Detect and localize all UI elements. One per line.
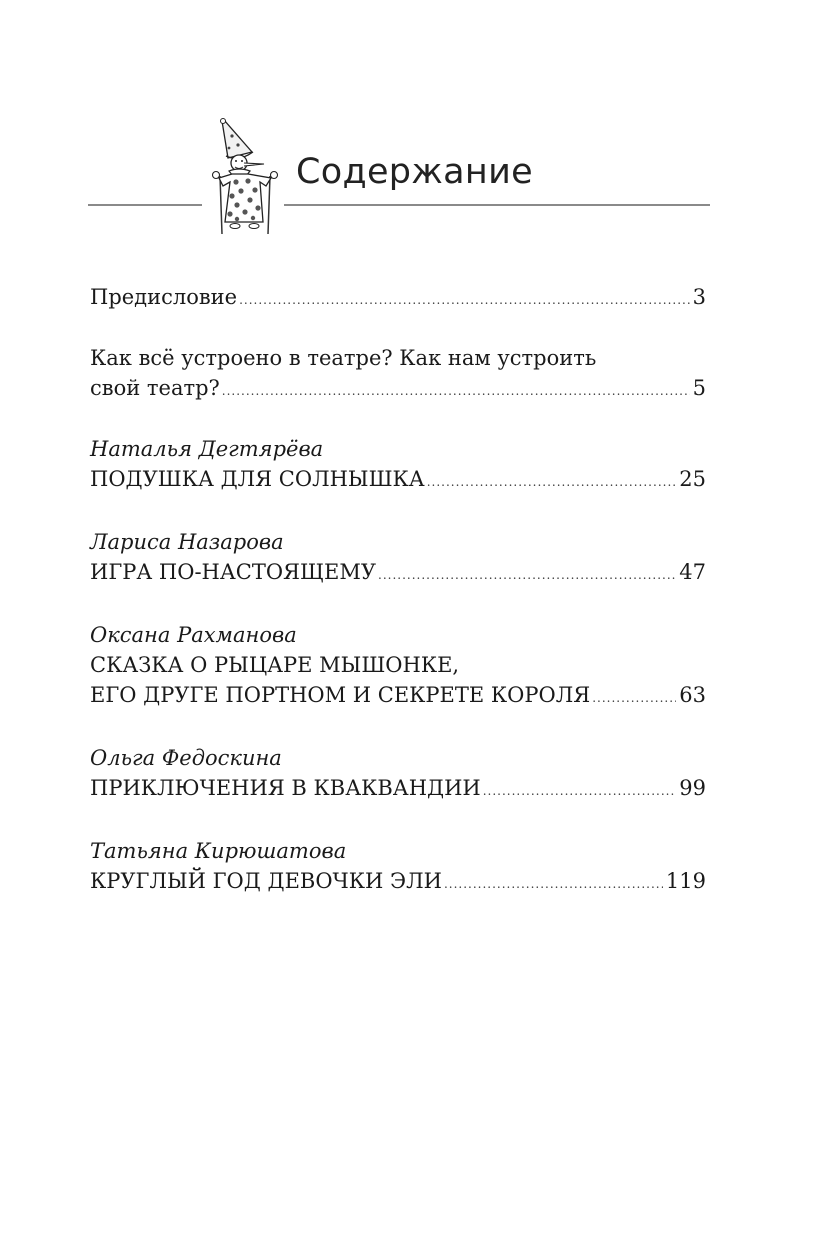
toc-entry-preface[interactable]: [90, 282, 706, 315]
dot-leader: [427, 467, 677, 497]
toc-entry-nazarova[interactable]: [90, 527, 706, 590]
toc-entry-line: [90, 680, 706, 713]
dot-leader: [378, 560, 676, 590]
toc-entry-line: [90, 373, 706, 406]
toc-entry-line: [90, 557, 706, 590]
toc-entry-author: Оксана Рахманова: [90, 623, 297, 647]
page-title: Содержание: [296, 152, 533, 192]
toc-entry-title: Предисловие: [90, 285, 238, 309]
toc-entry-title-cont: ЕГО ДРУГЕ ПОРТНОМ И СЕКРЕТЕ КОРОЛЯ: [90, 683, 591, 707]
pinocchio-puppet-icon: [208, 118, 282, 234]
toc-page-number: 5: [692, 376, 706, 400]
toc-entry-line: [90, 464, 706, 497]
toc-entry-author: Лариса Назарова: [90, 530, 284, 554]
toc-page-number: 99: [679, 776, 706, 800]
dot-leader: [239, 285, 690, 315]
toc-entry-theatre[interactable]: [90, 343, 706, 406]
toc-entry-line: [90, 282, 706, 315]
toc-entry-fedoskina[interactable]: [90, 743, 706, 806]
toc-page-number: 47: [679, 560, 706, 584]
toc-entry-title: Как всё устроено в театре? Как нам устроить: [90, 346, 597, 370]
toc-entry-kiryushatova[interactable]: [90, 836, 706, 899]
toc-page-number: 3: [692, 285, 706, 309]
header-rule-left: [88, 204, 202, 206]
toc-page-number: 63: [679, 683, 706, 707]
dot-leader: [483, 776, 677, 806]
dot-leader: [444, 869, 663, 899]
toc-entry-title: ПРИКЛЮЧЕНИЯ В КВАКВАНДИИ: [90, 776, 481, 800]
toc-entry-title: ИГРА ПО-НАСТОЯЩЕМУ: [90, 560, 376, 584]
toc-entry-line: [90, 866, 706, 899]
toc-entry-author: Ольга Федоскина: [90, 746, 282, 770]
toc-entry-line: [90, 773, 706, 806]
toc-header: [88, 118, 710, 238]
table-of-contents: [90, 282, 706, 929]
dot-leader: [222, 376, 690, 406]
toc-entry-title: ПОДУШКА ДЛЯ СОЛНЫШКА: [90, 467, 425, 491]
dot-leader: [592, 683, 676, 713]
toc-page-number: 119: [665, 869, 706, 893]
toc-entry-rakhmanova[interactable]: [90, 620, 706, 713]
toc-entry-author: Татьяна Кирюшатова: [90, 839, 347, 863]
toc-page-number: 25: [679, 467, 706, 491]
toc-entry-title-cont: свой театр?: [90, 376, 220, 400]
toc-entry-title: СКАЗКА О РЫЦАРЕ МЫШОНКЕ,: [90, 653, 460, 677]
toc-entry-degtyareva[interactable]: [90, 434, 706, 497]
toc-entry-author: Наталья Дегтярёва: [90, 437, 324, 461]
header-rule-right: [284, 204, 710, 206]
toc-entry-title: КРУГЛЫЙ ГОД ДЕВОЧКИ ЭЛИ: [90, 869, 442, 893]
